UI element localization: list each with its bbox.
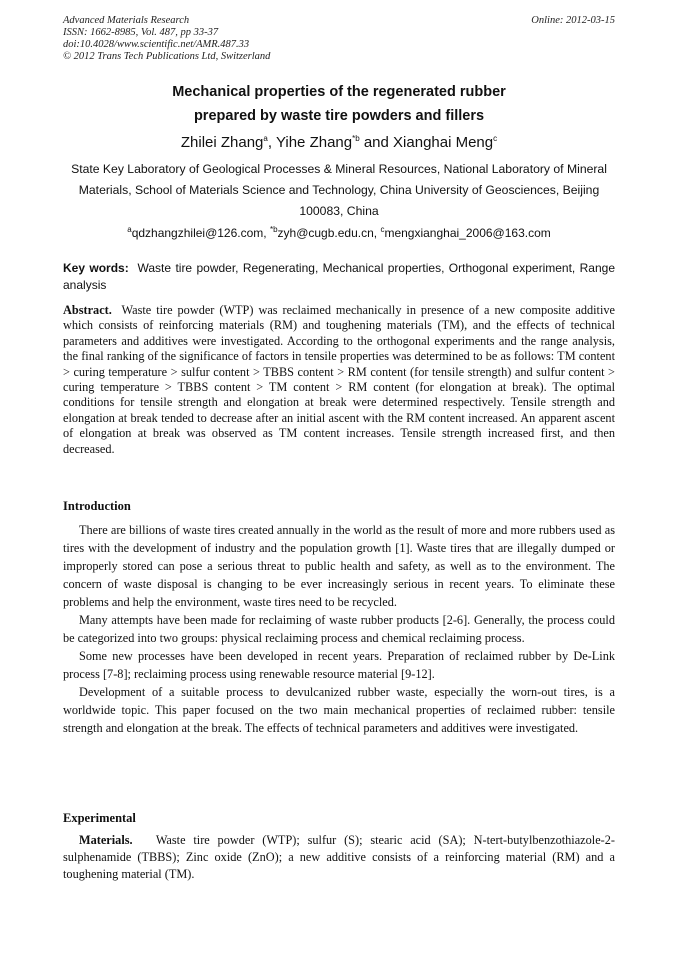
author-separator: and [359, 134, 394, 151]
journal-copyright: © 2012 Trans Tech Publications Ltd, Switzerland [63, 51, 271, 62]
email-link[interactable]: qdzhangzhilei@126.com [131, 226, 264, 240]
email-separator: , [263, 226, 270, 240]
journal-doi: doi:10.4028/www.scientific.net/AMR.487.33 [63, 39, 250, 50]
affiliation-line: Materials, School of Materials Science and Technology, China University of Geosciences, Beijing [78, 183, 600, 197]
affiliation-line: 100083, China [299, 204, 379, 218]
author-name: Yihe Zhang [275, 134, 353, 151]
abstract [63, 303, 615, 457]
author-affiliation-mark: a [263, 134, 268, 143]
author-list [63, 134, 615, 152]
affiliation-line: State Key Laboratory of Geological Processes & Mineral Resources, National Laboratory of Mineral [71, 162, 607, 176]
email-link[interactable]: zyh@cugb.edu.cn [277, 226, 374, 240]
paragraph: Some new processes have been developed in recent years. Preparation of reclaimed rubber by De-Link process [7-8]; reclaiming process using renewable resource material [9-12]. [63, 649, 615, 681]
email-mark: c [380, 225, 385, 234]
keywords-text: Waste tire powder, Regenerating, Mechanical properties, Orthogonal experiment, Range analysis [63, 261, 615, 292]
journal-issn: ISSN: 1662-8985, Vol. 487, pp 33-37 [63, 27, 219, 38]
abstract-label: Abstract. [63, 303, 112, 317]
author-separator: , [267, 134, 276, 151]
materials-paragraph [63, 832, 615, 883]
paragraph: There are billions of waste tires created annually in the world as the result of more and more rubbers used as tires with the development of industry and the population growth [1]. Waste tires that are illegally dumped or improperly stored can pose a serious threat to public health and safety, as well as to the environment. The concern of waste disposal is changing to be ever increasingly serious in recent years. To eliminate these problems and help the environment, waste tires need to be recycled. [63, 523, 615, 609]
paper-title-line-1: Mechanical properties of the regenerated rubber [172, 84, 506, 100]
author-affiliation-mark: c [493, 134, 498, 143]
author-affiliation-mark: *b [352, 134, 360, 143]
author-name: Zhilei Zhang [180, 134, 264, 151]
author-emails [63, 224, 615, 242]
email-link[interactable]: mengxianghai_2006@163.com [384, 226, 551, 240]
introduction-heading: Introduction [63, 499, 131, 513]
online-date: Online: 2012-03-15 [531, 15, 615, 26]
keywords [63, 260, 615, 294]
email-mark: a [127, 225, 132, 234]
paragraph: Many attempts have been made for reclaiming of waste rubber products [2-6]. Generally, the process could be categorized into two groups: physical reclaiming process and chemical reclaiming process. [63, 613, 615, 645]
keywords-label: Key words: [63, 261, 129, 275]
paragraph: Development of a suitable process to devulcanized rubber waste, especially the worn-out tires, is a worldwide topic. This paper focused on the two main mechanical properties of reclaimed rubber: tensile strength and elongation at the break. The effects of technical parameters and additives were investigated. [63, 685, 615, 735]
affiliation [63, 159, 615, 222]
experimental-heading: Experimental [63, 811, 136, 825]
introduction-body [63, 521, 615, 737]
author-name: Xianghai Meng [393, 134, 494, 151]
email-mark: *b [269, 225, 278, 234]
paper-title-line-2: prepared by waste tire powders and fillers [193, 108, 485, 124]
journal-header [63, 15, 615, 63]
materials-label: Materials. [79, 833, 133, 847]
abstract-text: Waste tire powder (WTP) was reclaimed mechanically in presence of a new composite additive which consists of reinforcing materials (RM) and toughening materials (TM), and the effects of technical parameters and additives were investigated. According to the orthogonal experiments and the range analysis, the final ranking of the significance of factors in tensile properties was determined to be as follows: TM content > curing temperature > sulfur content > TBBS content > RM content (for tensile strength) and sulfur content > curing temperature > TBBS content > TM content > RM content (for elongation at break). The optimal conditions for tensile strength and elongation at break were determined respectively. Tensile strength and elongation at break tended to decrease after an initial ascent with the RM content increased. An apparent ascent of elongation at break was observed as TM content increases. Tensile strength increased first, and then decreased. [63, 303, 615, 456]
materials-text: Waste tire powder (WTP); sulfur (S); stearic acid (SA); N-tert-butylbenzothiazole-2-sulphenamide (TBBS); Zinc oxide (ZnO); a new additive consists of a reinforcing material (RM) and a toughening material (TM). [63, 833, 615, 881]
journal-name: Advanced Materials Research [63, 15, 190, 26]
email-separator: , [373, 226, 381, 240]
